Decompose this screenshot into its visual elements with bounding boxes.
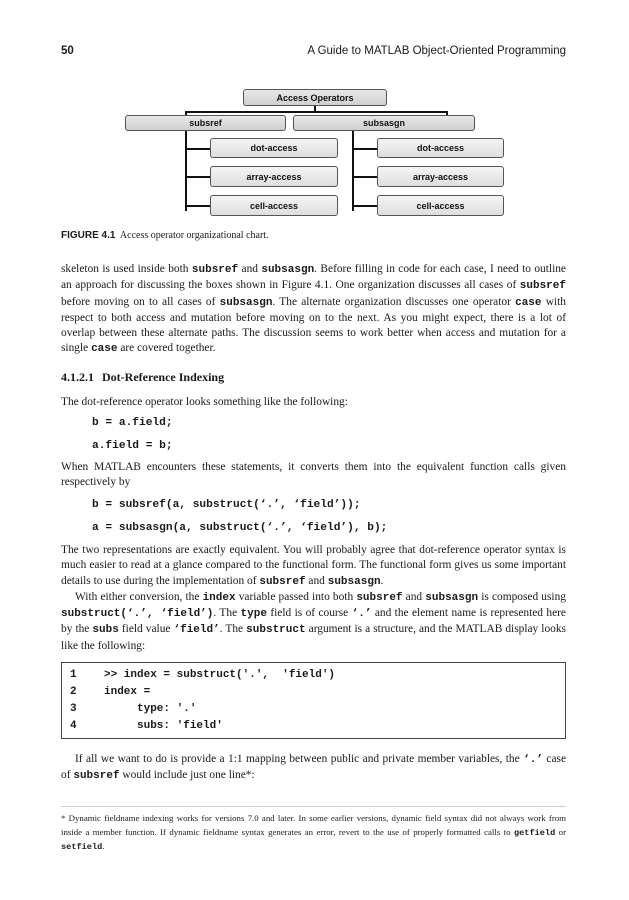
figure-caption-label: FIGURE 4.1	[61, 230, 116, 241]
code-line: a.field = b;	[92, 440, 173, 452]
chart-node-subsref-dot-access: dot-access	[210, 138, 338, 158]
paragraph-intro: skeleton is used inside both subsref and subsasgn. Before filling in code for each case, I need to outline an approach for discussing the boxes shown in Figure 4.1. One organization discusses all cases of subsref before moving on to all cases of subsasgn. The alternate organization discusses one operator case with respect to both access and mutation before moving on to the next. As you might expect, there is a lot of overlap between these alternate paths. The discussion seems to work better when access and mutation for a single case are covered together.	[61, 263, 566, 356]
chart-node-subsasgn-array-access: array-access	[377, 166, 504, 187]
chart-node-subsasgn-cell-access: cell-access	[377, 195, 504, 216]
chart-connector	[352, 205, 378, 207]
figure-caption	[61, 230, 269, 241]
paragraph-mapping: If all we want to do is provide a 1:1 mapping between public and private member variables, the ‘.’ case of subsref would include just one line*:	[61, 753, 566, 783]
page-number: 50	[61, 45, 74, 57]
footnote-divider	[61, 806, 566, 807]
code-line: b = a.field;	[92, 417, 173, 429]
chart-connector	[352, 148, 378, 150]
chart-connector	[185, 148, 211, 150]
chart-connector	[352, 131, 354, 211]
code-listing: 1 >> index = substruct('.', 'field') 2 index = 3 type: '.' 4 subs: 'field'	[61, 662, 566, 739]
code-line: b = subsref(a, substruct(‘.’, ‘field’));	[92, 499, 361, 511]
chart-connector	[352, 176, 378, 178]
chart-node-subsref-array-access: array-access	[210, 166, 338, 187]
chart-connector	[185, 111, 447, 113]
code-line: a = subsasgn(a, substruct(‘.’, ‘field’), b);	[92, 522, 388, 534]
footnote: * Dynamic fieldname indexing works for versions 7.0 and later. In some earlier versions, dynamic field syntax did not always work from inside a member function. If dynamic fieldname syntax generates an error, revert to the use of properly formatted calls to getfield or setfield.	[61, 813, 567, 852]
chart-node-access-operators: Access Operators	[243, 89, 387, 106]
figure-caption-text: Access operator organizational chart.	[119, 230, 269, 241]
chart-connector	[185, 205, 211, 207]
section-number: 4.1.2.1	[61, 370, 94, 384]
paragraph-dot-reference: The dot-reference operator looks something like the following:	[61, 396, 348, 408]
chart-node-subsref-cell-access: cell-access	[210, 195, 338, 216]
chart-connector	[185, 176, 211, 178]
chart-node-subsref: subsref	[125, 115, 286, 131]
section-title: Dot-Reference Indexing	[102, 370, 225, 384]
chart-connector	[185, 131, 187, 211]
chart-node-subsasgn-dot-access: dot-access	[377, 138, 504, 158]
paragraph-equivalence: The two representations are exactly equivalent. You will probably agree that dot-reference operator syntax is much easier to read at a glance compared to the functional form. The functional form gives us some important details to use during the implementation of subsref and subsasgn. With either conversion, the index variable passed into both subsref and subsasgn is composed using substruct(‘.’, ‘field’). The type field is of course ‘.’ and the element name is represented here by the subs field value ‘field’. The substruct argument is a structure, and the MATLAB display looks like the following:	[61, 544, 566, 652]
running-title: A Guide to MATLAB Object-Oriented Programming	[307, 45, 566, 57]
section-heading	[61, 370, 232, 385]
paragraph-conversion: When MATLAB encounters these statements, it converts them into the equivalent function calls given respectively by	[61, 461, 566, 489]
chart-node-subsasgn: subsasgn	[293, 115, 475, 131]
